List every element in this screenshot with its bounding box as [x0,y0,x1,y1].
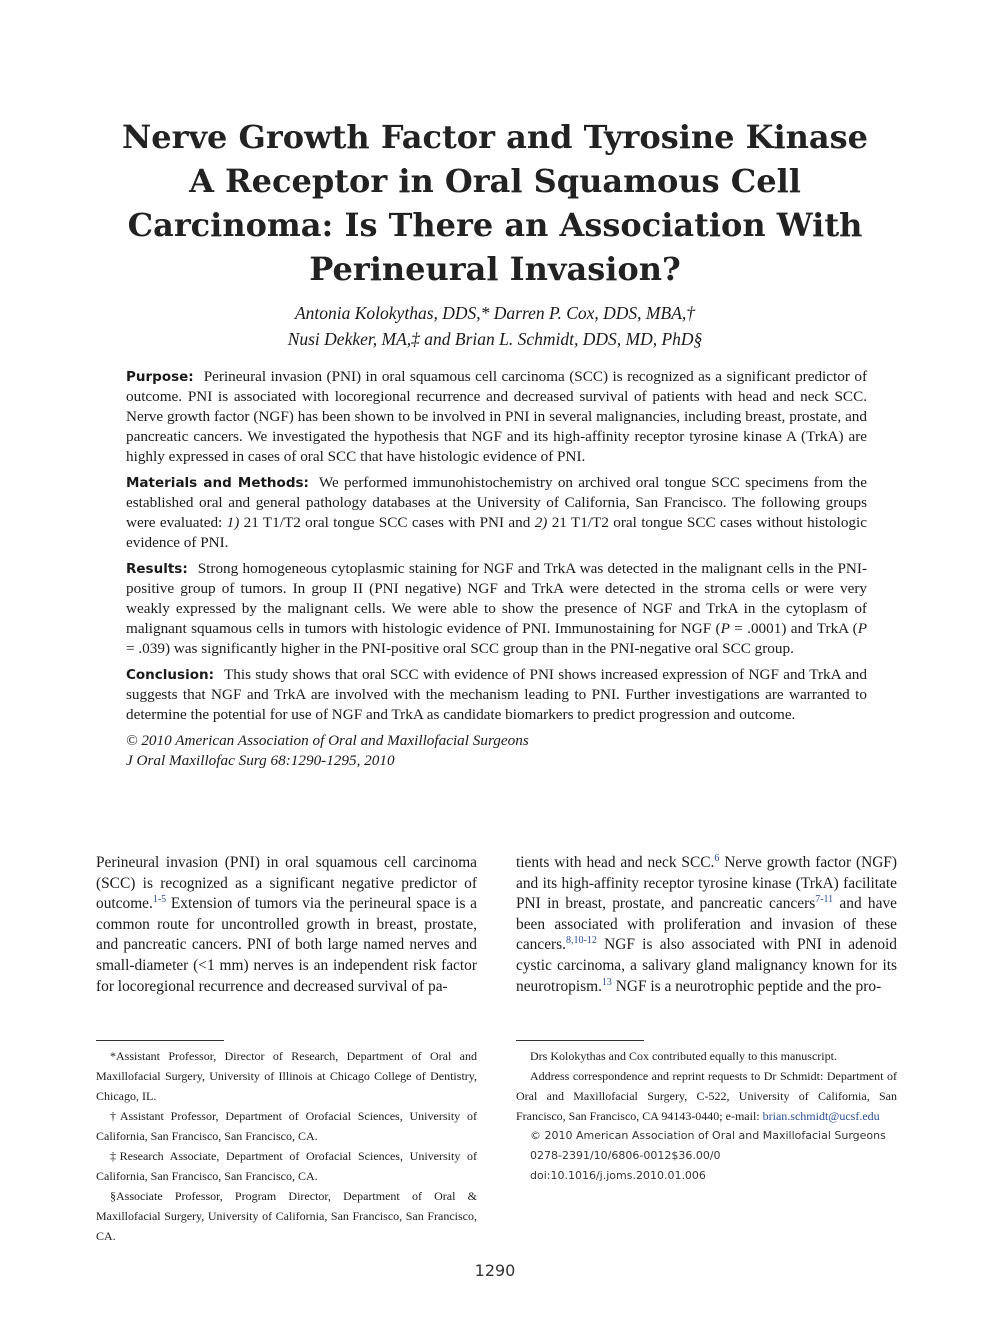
article-title: Nerve Growth Factor and Tyrosine Kinase A Receptor in Oral Squamous Cell Carcinoma: Is There an Association With Perineural Invasion? [121,118,869,288]
enum-marker: 2) [534,514,548,531]
body-paragraph [516,853,897,997]
author-list [130,300,860,352]
section-label: Results: [126,561,188,577]
section-text: = .039) was significantly higher in the PNI-positive oral SCC group than in the PNI-negative oral SCC group. [126,640,794,657]
section-label: Purpose: [126,369,194,385]
section-text: = .0001) and TrkA ( [729,620,858,637]
section-text: 21 T1/T2 oral tongue SCC cases with PNI and [239,514,535,531]
body-text: tients with head and neck SCC. [516,854,715,871]
abstract-copyright: © 2010 American Association of Oral and Maxillofacial Surgeons [126,732,529,749]
footnotes-right [516,1046,897,1186]
affiliation-footnote: †Assistant Professor, Department of Orofacial Sciences, University of California, San Francisco, San Francisco, CA. [96,1109,477,1143]
section-text: We performed immunohistochemistry on archived oral tongue SCC specimens from the established oral and general pathology databases at the University of California, San Francisco. The following groups were evaluated: [126,474,867,531]
body-text: NGF is a neurotrophic peptide and the pro- [611,977,882,995]
abstract [126,367,867,771]
section-label: Conclusion: [126,667,214,683]
contribution-note: Drs Kolokythas and Cox contributed equally to this manuscript. [530,1049,837,1063]
author-line: Nusi Dekker, MA,‡ and Brian L. Schmidt, DDS, MD, PhD§ [287,329,703,349]
body-paragraph [96,853,477,997]
body-text: NGF is also associated with PNI in adenoid cystic carcinoma, a salivary gland malignancy known for its neurotropism. [516,936,897,995]
footnote-divider [516,1040,644,1041]
footnote-copyright: © 2010 American Association of Oral and Maxillofacial Surgeons [530,1129,886,1142]
reference-link[interactable]: 13 [601,976,612,988]
abstract-purpose [126,367,867,467]
section-text: This study shows that oral SCC with evidence of PNI shows increased expression of NGF and TrkA and suggests that NGF and TrkA are involved with the mechanism leading to PNI. Further investigations are warranted to determine the potential for use of NGF and TrkA as candidate biomarkers to predict progression and outcome. [126,666,867,723]
footnotes-left [96,1046,477,1246]
body-text: and have been associated with proliferation and invasion of these cancers. [516,895,897,954]
body-column-right [516,853,897,997]
abstract-conclusion [126,665,867,725]
footnote-divider [96,1040,224,1041]
p-symbol: P [857,620,867,637]
enum-marker: 1) [226,514,240,531]
p-symbol: P [720,620,730,637]
email-link[interactable]: brian.schmidt@ucsf.edu [762,1109,880,1123]
abstract-results [126,559,867,659]
body-column-left [96,853,477,997]
body-text: Perineural invasion (PNI) in oral squamous cell carcinoma (SCC) is recognized as a significant negative predictor of outcome. [96,854,477,913]
section-text: 21 T1/T2 oral tongue SCC cases without histologic evidence of PNI. [126,514,867,551]
reference-link[interactable]: 8,10-12 [565,935,597,947]
author-line: Antonia Kolokythas, DDS,* Darren P. Cox, DDS, MBA,† [294,303,696,323]
page-number: 1290 [474,1261,516,1280]
section-text: Perineural invasion (PNI) in oral squamous cell carcinoma (SCC) is recognized as a significant predictor of outcome. PNI is associated with locoregional recurrence and decreased survival of patients with head and neck SCC. Nerve growth factor (NGF) has been shown to be involved in PNI in several malignancies, including breast, prostate, and pancreatic cancers. We investigated the hypothesis that NGF and its high-affinity receptor tyrosine kinase A (TrkA) are highly expressed in cases of oral SCC that have histologic evidence of PNI. [126,368,867,465]
reference-link[interactable]: 1-5 [152,894,167,906]
abstract-methods [126,473,867,553]
reference-link[interactable]: 7-11 [815,894,834,906]
affiliation-footnote: *Assistant Professor, Director of Research, Department of Oral and Maxillofacial Surgery, University of Illinois at Chicago College of Dentistry, Chicago, IL. [96,1049,477,1103]
section-label: Materials and Methods: [126,475,309,491]
doi[interactable]: doi:10.1016/j.joms.2010.01.006 [530,1169,706,1182]
body-text: Nerve growth factor (NGF) and its high-affinity receptor tyrosine kinase (TrkA) facilitate PNI in breast, prostate, and pancreatic cancers [516,854,897,913]
body-text: Extension of tumors via the perineural space is a common route for uncontrolled growth in breast, prostate, and pancreatic cancers. PNI of both large named nerves and small-diameter (<1 mm) nerves is an independent risk factor for locoregional recurrence and decreased survival of pa- [96,895,477,995]
affiliation-footnote: ‡Research Associate, Department of Orofacial Sciences, University of California, San Francisco, San Francisco, CA. [96,1149,477,1183]
affiliation-footnote: §Associate Professor, Program Director, Department of Oral & Maxillofacial Surgery, University of California, San Francisco, San Francisco, CA. [96,1189,477,1243]
section-text: Strong homogeneous cytoplasmic staining for NGF and TrkA was detected in the malignant cells in the PNI-positive group of tumors. In group II (PNI negative) NGF and TrkA were detected in the stroma cells or were very weakly expressed by the malignant cells. We were able to show the presence of NGF and TrkA in the cytoplasm of malignant squamous cells in tumors with histologic evidence of PNI. Immunostaining for NGF ( [126,560,867,637]
reference-link[interactable]: 6 [714,852,720,864]
correspondence-address [516,1066,897,1126]
issn: 0278-2391/10/6806-0012$36.00/0 [530,1149,721,1162]
journal-citation: J Oral Maxillofac Surg 68:1290-1295, 2010 [126,752,395,769]
address-text: Address correspondence and reprint requests to Dr Schmidt: Department of Oral and Maxillofacial Surgery, C-522, University of California, San Francisco, San Francisco, CA 94143-0440; e-mail: [516,1069,897,1123]
